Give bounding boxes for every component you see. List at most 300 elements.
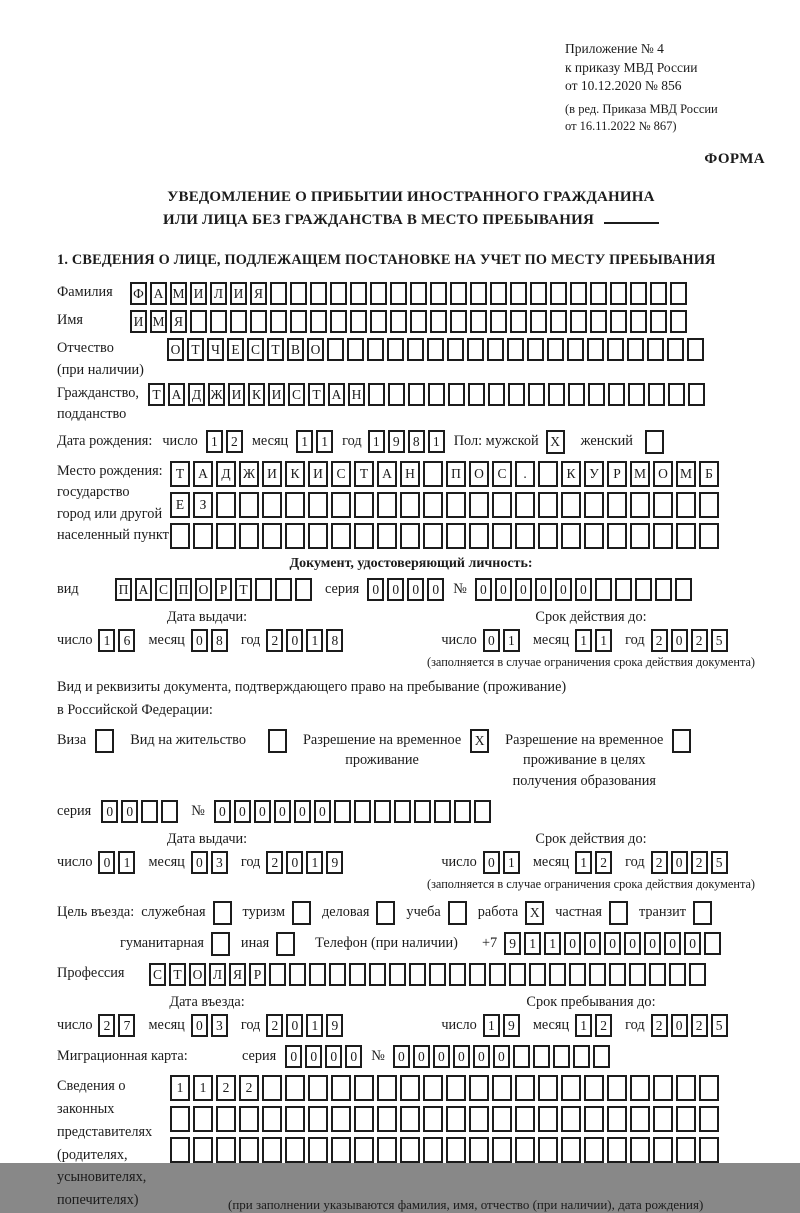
char-cell[interactable] [649,963,666,986]
char-cell[interactable]: 0 [191,851,208,874]
char-cell[interactable] [250,310,267,333]
char-cell[interactable]: 0 [286,1014,303,1037]
char-cell[interactable] [387,338,404,361]
char-cell[interactable] [653,1075,673,1101]
char-cell[interactable] [538,1106,558,1132]
char-cell[interactable] [430,310,447,333]
char-cell[interactable]: Т [169,963,186,986]
char-cell[interactable] [595,578,612,601]
char-cell[interactable] [607,338,624,361]
char-cell[interactable]: 1 [368,430,385,453]
char-cell[interactable]: 1 [98,629,115,652]
char-cell[interactable]: 0 [555,578,572,601]
char-cell[interactable] [607,523,627,549]
char-cell[interactable] [538,492,558,518]
char-cell[interactable] [446,492,466,518]
char-cell[interactable]: 0 [495,578,512,601]
char-cell[interactable]: 2 [239,1075,259,1101]
char-cell[interactable] [193,1137,213,1163]
char-cell[interactable] [538,461,558,487]
char-cell[interactable] [676,1137,696,1163]
char-cell[interactable] [354,1075,374,1101]
char-cell[interactable]: 9 [326,1014,343,1037]
char-cell[interactable] [270,310,287,333]
char-cell[interactable] [370,282,387,305]
char-cell[interactable]: 2 [651,629,668,652]
char-cell[interactable]: А [150,282,167,305]
char-cell[interactable] [469,1075,489,1101]
char-cell[interactable]: 2 [266,851,283,874]
char-cell[interactable]: 1 [575,851,592,874]
purpose-transit-checkbox[interactable] [693,901,712,925]
char-cell[interactable] [584,1137,604,1163]
char-cell[interactable] [429,963,446,986]
char-cell[interactable] [469,963,486,986]
char-cell[interactable]: Я [170,310,187,333]
char-cell[interactable] [629,963,646,986]
char-cell[interactable] [530,282,547,305]
char-cell[interactable]: О [307,338,324,361]
char-cell[interactable] [561,523,581,549]
char-cell[interactable]: Т [235,578,252,601]
char-cell[interactable]: Е [170,492,190,518]
char-cell[interactable] [427,338,444,361]
char-cell[interactable]: 1 [306,851,323,874]
char-cell[interactable]: 9 [326,851,343,874]
char-cell[interactable] [607,1106,627,1132]
char-cell[interactable]: 2 [98,1014,115,1037]
char-cell[interactable] [515,492,535,518]
char-cell[interactable] [389,963,406,986]
char-cell[interactable] [331,523,351,549]
char-cell[interactable] [507,338,524,361]
char-cell[interactable] [450,282,467,305]
char-cell[interactable]: 2 [226,430,243,453]
char-cell[interactable] [488,383,505,406]
char-cell[interactable] [676,523,696,549]
char-cell[interactable]: З [193,492,213,518]
char-cell[interactable] [630,1137,650,1163]
char-cell[interactable]: В [287,338,304,361]
char-cell[interactable] [423,492,443,518]
char-cell[interactable]: О [469,461,489,487]
char-cell[interactable] [423,1075,443,1101]
char-cell[interactable] [561,1106,581,1132]
char-cell[interactable] [687,338,704,361]
char-cell[interactable]: 0 [584,932,601,955]
visa-checkbox[interactable] [95,729,114,753]
char-cell[interactable] [699,1137,719,1163]
char-cell[interactable] [262,523,282,549]
char-cell[interactable] [374,800,391,823]
char-cell[interactable]: С [331,461,351,487]
char-cell[interactable]: К [285,461,305,487]
char-cell[interactable] [434,800,451,823]
char-cell[interactable] [390,282,407,305]
char-cell[interactable] [423,1137,443,1163]
char-cell[interactable]: 0 [285,1045,302,1068]
char-cell[interactable] [354,1106,374,1132]
char-cell[interactable] [193,523,213,549]
char-cell[interactable] [290,310,307,333]
char-cell[interactable]: М [150,310,167,333]
char-cell[interactable] [216,523,236,549]
char-cell[interactable]: 0 [387,578,404,601]
char-cell[interactable] [470,310,487,333]
char-cell[interactable] [423,461,443,487]
char-cell[interactable] [630,310,647,333]
char-cell[interactable]: О [167,338,184,361]
char-cell[interactable] [469,523,489,549]
char-cell[interactable] [310,310,327,333]
char-cell[interactable] [630,492,650,518]
char-cell[interactable] [669,963,686,986]
char-cell[interactable] [369,963,386,986]
char-cell[interactable] [615,578,632,601]
char-cell[interactable] [584,523,604,549]
char-cell[interactable] [467,338,484,361]
char-cell[interactable] [650,282,667,305]
char-cell[interactable] [653,1106,673,1132]
char-cell[interactable] [688,383,705,406]
char-cell[interactable]: И [228,383,245,406]
char-cell[interactable]: К [561,461,581,487]
char-cell[interactable] [584,492,604,518]
char-cell[interactable] [410,282,427,305]
char-cell[interactable] [635,578,652,601]
char-cell[interactable] [354,800,371,823]
char-cell[interactable]: 1 [503,629,520,652]
char-cell[interactable] [538,1137,558,1163]
char-cell[interactable]: С [155,578,172,601]
char-cell[interactable] [408,383,425,406]
char-cell[interactable] [609,963,626,986]
char-cell[interactable]: 9 [388,430,405,453]
char-cell[interactable] [590,310,607,333]
char-cell[interactable] [515,1106,535,1132]
char-cell[interactable] [549,963,566,986]
purpose-work-checkbox[interactable]: X [525,901,544,925]
char-cell[interactable] [653,492,673,518]
char-cell[interactable]: Ф [130,282,147,305]
char-cell[interactable]: 0 [345,1045,362,1068]
char-cell[interactable] [450,310,467,333]
char-cell[interactable] [170,523,190,549]
char-cell[interactable] [468,383,485,406]
char-cell[interactable]: 0 [564,932,581,955]
purpose-other-checkbox[interactable] [276,932,295,956]
char-cell[interactable] [630,523,650,549]
char-cell[interactable] [492,1106,512,1132]
char-cell[interactable] [490,310,507,333]
char-cell[interactable]: 2 [651,851,668,874]
char-cell[interactable] [329,963,346,986]
char-cell[interactable]: Н [348,383,365,406]
char-cell[interactable]: Н [400,461,420,487]
char-cell[interactable] [650,310,667,333]
char-cell[interactable] [349,963,366,986]
char-cell[interactable]: Я [229,963,246,986]
char-cell[interactable]: Т [187,338,204,361]
char-cell[interactable]: 1 [575,1014,592,1037]
char-cell[interactable] [648,383,665,406]
char-cell[interactable] [410,310,427,333]
char-cell[interactable]: 0 [575,578,592,601]
char-cell[interactable]: 1 [575,629,592,652]
char-cell[interactable]: Ч [207,338,224,361]
char-cell[interactable]: С [492,461,512,487]
char-cell[interactable]: 2 [691,629,708,652]
char-cell[interactable]: 0 [644,932,661,955]
char-cell[interactable]: 1 [296,430,313,453]
char-cell[interactable] [699,492,719,518]
char-cell[interactable] [308,492,328,518]
char-cell[interactable]: 1 [316,430,333,453]
char-cell[interactable] [262,1106,282,1132]
char-cell[interactable] [487,338,504,361]
char-cell[interactable]: Р [249,963,266,986]
char-cell[interactable]: 1 [595,629,612,652]
char-cell[interactable] [653,523,673,549]
char-cell[interactable] [289,963,306,986]
char-cell[interactable]: А [377,461,397,487]
char-cell[interactable] [689,963,706,986]
char-cell[interactable] [430,282,447,305]
char-cell[interactable] [239,523,259,549]
char-cell[interactable] [668,383,685,406]
char-cell[interactable] [285,1106,305,1132]
purpose-official-checkbox[interactable] [213,901,232,925]
char-cell[interactable] [508,383,525,406]
char-cell[interactable] [568,383,585,406]
sex-male-checkbox[interactable]: X [546,430,565,454]
char-cell[interactable]: Т [170,461,190,487]
char-cell[interactable]: 0 [305,1045,322,1068]
char-cell[interactable] [350,282,367,305]
char-cell[interactable] [367,338,384,361]
char-cell[interactable]: 0 [604,932,621,955]
char-cell[interactable]: М [170,282,187,305]
char-cell[interactable]: 0 [234,800,251,823]
char-cell[interactable]: 0 [535,578,552,601]
char-cell[interactable] [447,338,464,361]
char-cell[interactable]: Я [250,282,267,305]
char-cell[interactable] [285,492,305,518]
char-cell[interactable]: С [288,383,305,406]
char-cell[interactable] [490,282,507,305]
char-cell[interactable] [704,932,721,955]
char-cell[interactable] [569,963,586,986]
char-cell[interactable] [628,383,645,406]
char-cell[interactable] [308,523,328,549]
char-cell[interactable]: 2 [266,1014,283,1037]
char-cell[interactable]: О [189,963,206,986]
purpose-tourism-checkbox[interactable] [292,901,311,925]
char-cell[interactable]: 2 [216,1075,236,1101]
char-cell[interactable] [655,578,672,601]
char-cell[interactable]: А [193,461,213,487]
char-cell[interactable]: 3 [211,1014,228,1037]
char-cell[interactable] [255,578,272,601]
char-cell[interactable]: 3 [211,851,228,874]
char-cell[interactable] [331,1137,351,1163]
char-cell[interactable]: 0 [314,800,331,823]
char-cell[interactable]: 8 [211,629,228,652]
char-cell[interactable] [216,492,236,518]
char-cell[interactable] [550,282,567,305]
char-cell[interactable] [515,1137,535,1163]
char-cell[interactable]: И [230,282,247,305]
char-cell[interactable] [547,338,564,361]
char-cell[interactable]: 0 [427,578,444,601]
char-cell[interactable] [239,1137,259,1163]
char-cell[interactable]: 8 [408,430,425,453]
char-cell[interactable]: 1 [193,1075,213,1101]
char-cell[interactable] [446,523,466,549]
char-cell[interactable] [170,1137,190,1163]
char-cell[interactable]: 0 [624,932,641,955]
char-cell[interactable]: М [676,461,696,487]
char-cell[interactable] [262,1137,282,1163]
char-cell[interactable] [334,800,351,823]
char-cell[interactable] [377,523,397,549]
char-cell[interactable] [400,1075,420,1101]
char-cell[interactable]: Т [308,383,325,406]
char-cell[interactable] [377,1106,397,1132]
char-cell[interactable] [309,963,326,986]
char-cell[interactable] [239,1106,259,1132]
purpose-private-checkbox[interactable] [609,901,628,925]
char-cell[interactable] [330,310,347,333]
char-cell[interactable] [230,310,247,333]
char-cell[interactable]: С [149,963,166,986]
char-cell[interactable]: 0 [286,629,303,652]
char-cell[interactable]: 2 [266,629,283,652]
char-cell[interactable] [587,338,604,361]
char-cell[interactable]: 0 [475,578,492,601]
char-cell[interactable] [561,1137,581,1163]
char-cell[interactable] [262,1075,282,1101]
char-cell[interactable] [400,1106,420,1132]
char-cell[interactable] [584,1106,604,1132]
char-cell[interactable]: 0 [191,629,208,652]
char-cell[interactable] [550,310,567,333]
char-cell[interactable]: 0 [286,851,303,874]
char-cell[interactable]: 1 [483,1014,500,1037]
char-cell[interactable]: 8 [326,629,343,652]
temp-permit-checkbox[interactable]: X [470,729,489,753]
char-cell[interactable] [610,310,627,333]
char-cell[interactable]: И [262,461,282,487]
char-cell[interactable]: 0 [101,800,118,823]
char-cell[interactable]: 0 [274,800,291,823]
char-cell[interactable] [331,1075,351,1101]
char-cell[interactable]: А [168,383,185,406]
char-cell[interactable]: 9 [504,932,521,955]
char-cell[interactable] [570,310,587,333]
char-cell[interactable] [492,1137,512,1163]
char-cell[interactable]: 0 [98,851,115,874]
char-cell[interactable]: 0 [413,1045,430,1068]
char-cell[interactable] [262,492,282,518]
char-cell[interactable] [608,383,625,406]
char-cell[interactable] [607,492,627,518]
char-cell[interactable]: 1 [544,932,561,955]
char-cell[interactable] [584,1075,604,1101]
char-cell[interactable] [370,310,387,333]
char-cell[interactable]: 0 [684,932,701,955]
char-cell[interactable] [275,578,292,601]
char-cell[interactable] [269,963,286,986]
char-cell[interactable]: 0 [325,1045,342,1068]
char-cell[interactable]: 1 [206,430,223,453]
char-cell[interactable] [653,1137,673,1163]
purpose-business-checkbox[interactable] [376,901,395,925]
char-cell[interactable]: 0 [515,578,532,601]
char-cell[interactable] [492,492,512,518]
char-cell[interactable] [161,800,178,823]
char-cell[interactable] [699,1106,719,1132]
char-cell[interactable] [285,1075,305,1101]
char-cell[interactable]: 0 [671,1014,688,1037]
char-cell[interactable]: 0 [493,1045,510,1068]
char-cell[interactable]: 0 [664,932,681,955]
char-cell[interactable] [350,310,367,333]
char-cell[interactable] [210,310,227,333]
char-cell[interactable]: 0 [214,800,231,823]
char-cell[interactable]: М [630,461,650,487]
char-cell[interactable]: 5 [711,1014,728,1037]
char-cell[interactable]: 0 [367,578,384,601]
char-cell[interactable] [423,1106,443,1132]
char-cell[interactable] [394,800,411,823]
char-cell[interactable]: 0 [671,851,688,874]
char-cell[interactable] [510,282,527,305]
char-cell[interactable]: А [328,383,345,406]
char-cell[interactable]: 1 [118,851,135,874]
char-cell[interactable]: 2 [595,1014,612,1037]
char-cell[interactable]: 0 [254,800,271,823]
char-cell[interactable]: Б [699,461,719,487]
char-cell[interactable] [515,523,535,549]
char-cell[interactable] [647,338,664,361]
char-cell[interactable]: 0 [393,1045,410,1068]
char-cell[interactable]: И [268,383,285,406]
char-cell[interactable] [670,310,687,333]
char-cell[interactable]: Т [354,461,374,487]
char-cell[interactable] [515,1075,535,1101]
char-cell[interactable]: П [115,578,132,601]
char-cell[interactable] [529,963,546,986]
char-cell[interactable] [630,282,647,305]
char-cell[interactable] [513,1045,530,1068]
char-cell[interactable] [285,523,305,549]
char-cell[interactable] [308,1106,328,1132]
char-cell[interactable] [676,1106,696,1132]
char-cell[interactable] [190,310,207,333]
char-cell[interactable] [607,1137,627,1163]
char-cell[interactable] [377,1137,397,1163]
char-cell[interactable]: 2 [651,1014,668,1037]
char-cell[interactable] [670,282,687,305]
char-cell[interactable] [400,1137,420,1163]
char-cell[interactable]: 1 [306,1014,323,1037]
char-cell[interactable] [676,492,696,518]
char-cell[interactable]: И [190,282,207,305]
char-cell[interactable] [449,963,466,986]
char-cell[interactable] [492,1075,512,1101]
char-cell[interactable]: Ж [239,461,259,487]
